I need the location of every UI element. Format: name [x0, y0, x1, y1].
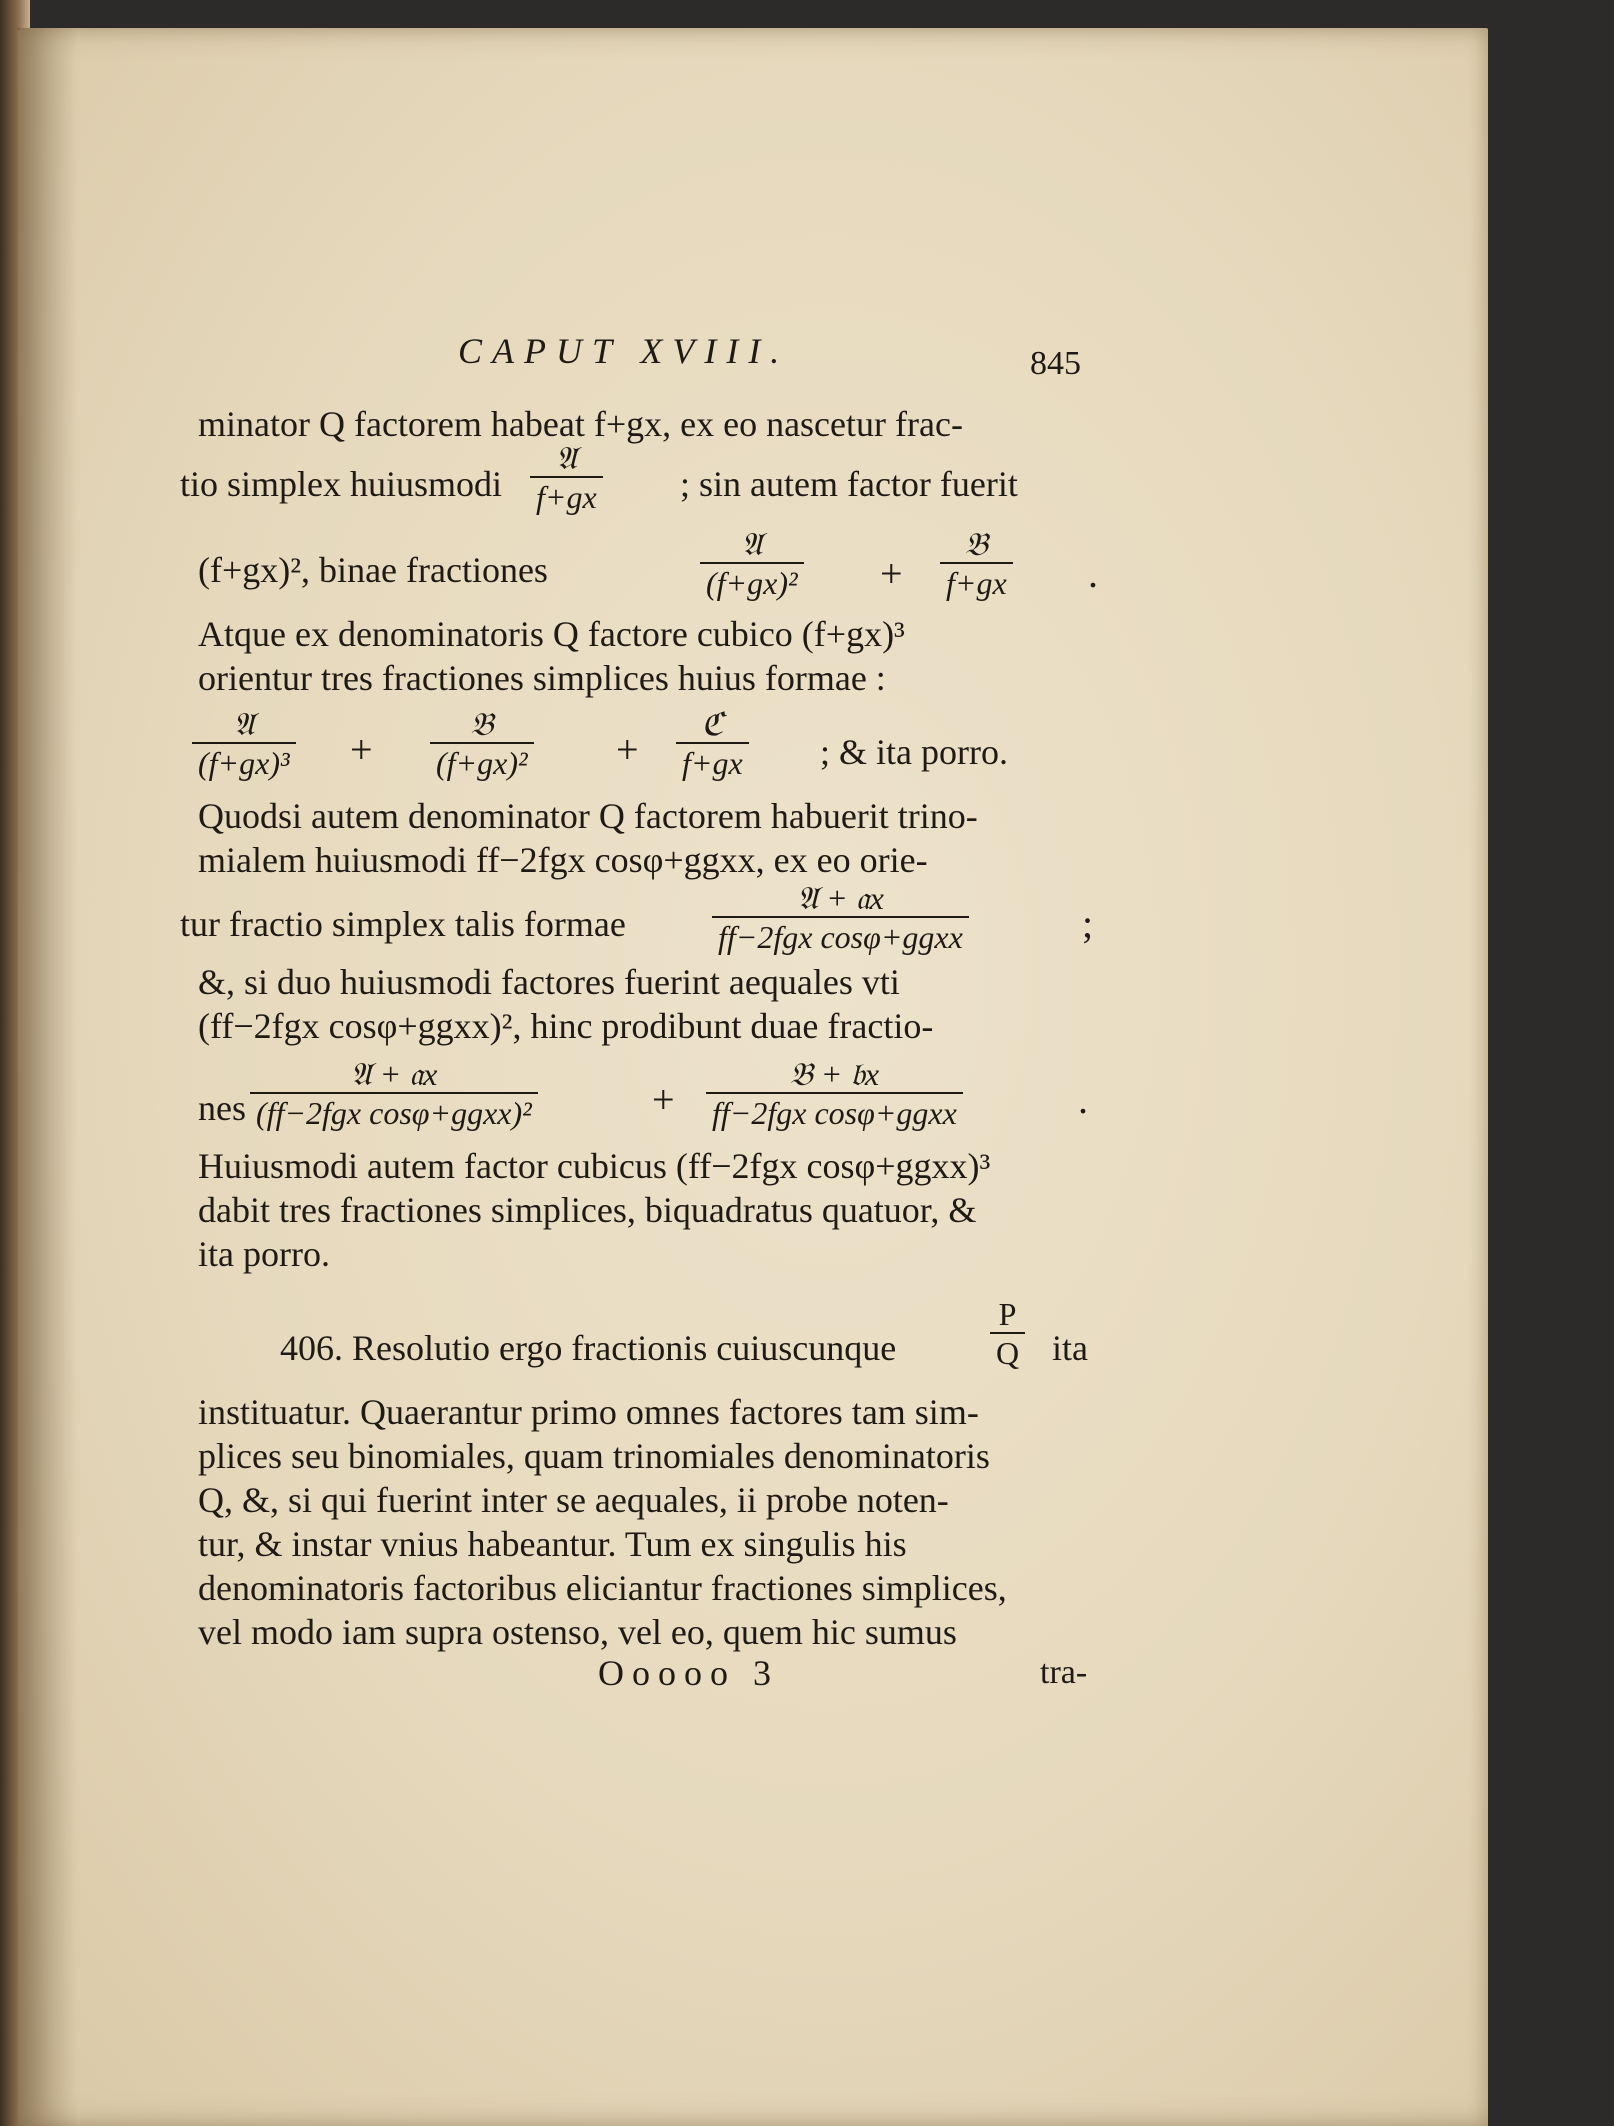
fraction-numerator: 𝔅	[470, 706, 494, 742]
gutter-shadow	[18, 28, 78, 2126]
fraction-denominator: (f+gx)³	[198, 745, 290, 781]
fraction-trinomial-squared	[250, 1056, 538, 1132]
text-line-17: instituatur. Quaerantur primo omnes factores tam sim-	[198, 1392, 979, 1432]
fraction-c-over-linear	[676, 706, 749, 782]
fraction-denominator: f+gx	[946, 565, 1007, 601]
text-line-22: vel modo iam supra ostenso, vel eo, quem hic sumus	[198, 1612, 957, 1652]
page-number: 845	[1030, 345, 1081, 382]
text-line-11: (ff−2fgx cosφ+ggxx)², hinc prodibunt duae fractio-	[198, 1006, 934, 1046]
plus-sign: +	[652, 1077, 675, 1122]
text-line-9: tur fractio simplex talis formae	[180, 904, 626, 944]
fraction-denominator: Q	[996, 1335, 1020, 1371]
fraction-numerator: 𝔅	[964, 526, 988, 562]
fraction-denominator: (f+gx)²	[706, 565, 798, 601]
text-line-12: nes	[198, 1088, 246, 1128]
fraction-denominator: (f+gx)²	[436, 745, 528, 781]
fraction-p-over-q	[990, 1296, 1025, 1372]
signature-mark: Ooooo 3	[598, 1653, 779, 1693]
fraction-numerator: 𝔄 + 𝔞x	[796, 880, 884, 916]
period-mark: .	[1078, 1077, 1088, 1122]
plus-sign: +	[350, 727, 373, 772]
fraction-a-over-f-plus-gx	[530, 440, 603, 516]
plus-sign: +	[616, 727, 639, 772]
fraction-denominator: ff−2fgx cosφ+ggxx	[712, 1095, 957, 1131]
fraction-numerator: P	[998, 1296, 1017, 1332]
fraction-denominator: ff−2fgx cosφ+ggxx	[718, 919, 963, 955]
fraction-numerator: 𝔄	[741, 526, 763, 562]
fraction-b-trinomial	[706, 1056, 963, 1132]
text-line-2b: ; sin autem factor fuerit	[680, 464, 1018, 504]
fraction-denominator: (ff−2fgx cosφ+ggxx)²	[256, 1095, 532, 1131]
fraction-a-over-cube	[192, 706, 296, 782]
text-line-19: Q, &, si qui fuerint inter se aequales, ii probe noten-	[198, 1480, 949, 1520]
running-head: CAPUT XVIII.	[458, 331, 790, 371]
text-ita: ita	[1052, 1328, 1088, 1368]
fraction-b-over-square	[430, 706, 534, 782]
text-line-2a: tio simplex huiusmodi	[180, 464, 503, 504]
text-line-13: Huiusmodi autem factor cubicus (ff−2fgx cosφ+ggxx)³	[198, 1146, 991, 1186]
text-line-15: ita porro.	[198, 1234, 330, 1274]
text-line-3: (f+gx)², binae fractiones	[198, 550, 548, 590]
text-line-10: &, si duo huiusmodi factores fuerint aequales vti	[198, 962, 900, 1002]
fraction-b-over-f-plus-gx	[940, 526, 1013, 602]
text-line-1: minator Q factorem habeat f+gx, ex eo nascetur frac-	[198, 404, 963, 444]
text-line-4: Atque ex denominatoris Q factore cubico (f+gx)³	[198, 614, 905, 654]
text-line-14: dabit tres fractiones simplices, biquadratus quatuor, &	[198, 1190, 977, 1230]
text-line-21: denominatoris factoribus eliciantur fractiones simplices,	[198, 1568, 1007, 1608]
fraction-numerator: ℭ	[701, 706, 724, 742]
fraction-numerator: 𝔄	[233, 706, 255, 742]
semicolon-mark: ;	[1082, 901, 1094, 946]
plus-sign: +	[880, 551, 903, 596]
fraction-numerator: 𝔄 + 𝔞x	[350, 1056, 438, 1092]
text-line-8: mialem huiusmodi ff−2fgx cosφ+ggxx, ex eo orie-	[198, 840, 928, 880]
text-line-5: orientur tres fractiones simplices huius formae :	[198, 658, 886, 698]
text-line-20: tur, & instar vnius habeantur. Tum ex singulis his	[198, 1524, 907, 1564]
text-line-7: Quodsi autem denominator Q factorem habuerit trino-	[198, 796, 978, 836]
fraction-denominator: f+gx	[682, 745, 743, 781]
fraction-numerator: 𝔅 + 𝔟x	[789, 1056, 880, 1092]
fraction-numerator: 𝔄	[555, 440, 577, 476]
catchword: tra-	[1040, 1654, 1088, 1691]
paragraph-406-start: 406. Resolutio ergo fractionis cuiuscunque	[280, 1328, 897, 1368]
fraction-denominator: f+gx	[536, 479, 597, 515]
fraction-a-over-f-plus-gx-squared	[700, 526, 804, 602]
period-mark: .	[1088, 551, 1098, 596]
fraction-trinomial	[712, 880, 969, 956]
text-line-18: plices seu binomiales, quam trinomiales denominatoris	[198, 1436, 990, 1476]
text-line-6: ; & ita porro.	[820, 732, 1008, 772]
